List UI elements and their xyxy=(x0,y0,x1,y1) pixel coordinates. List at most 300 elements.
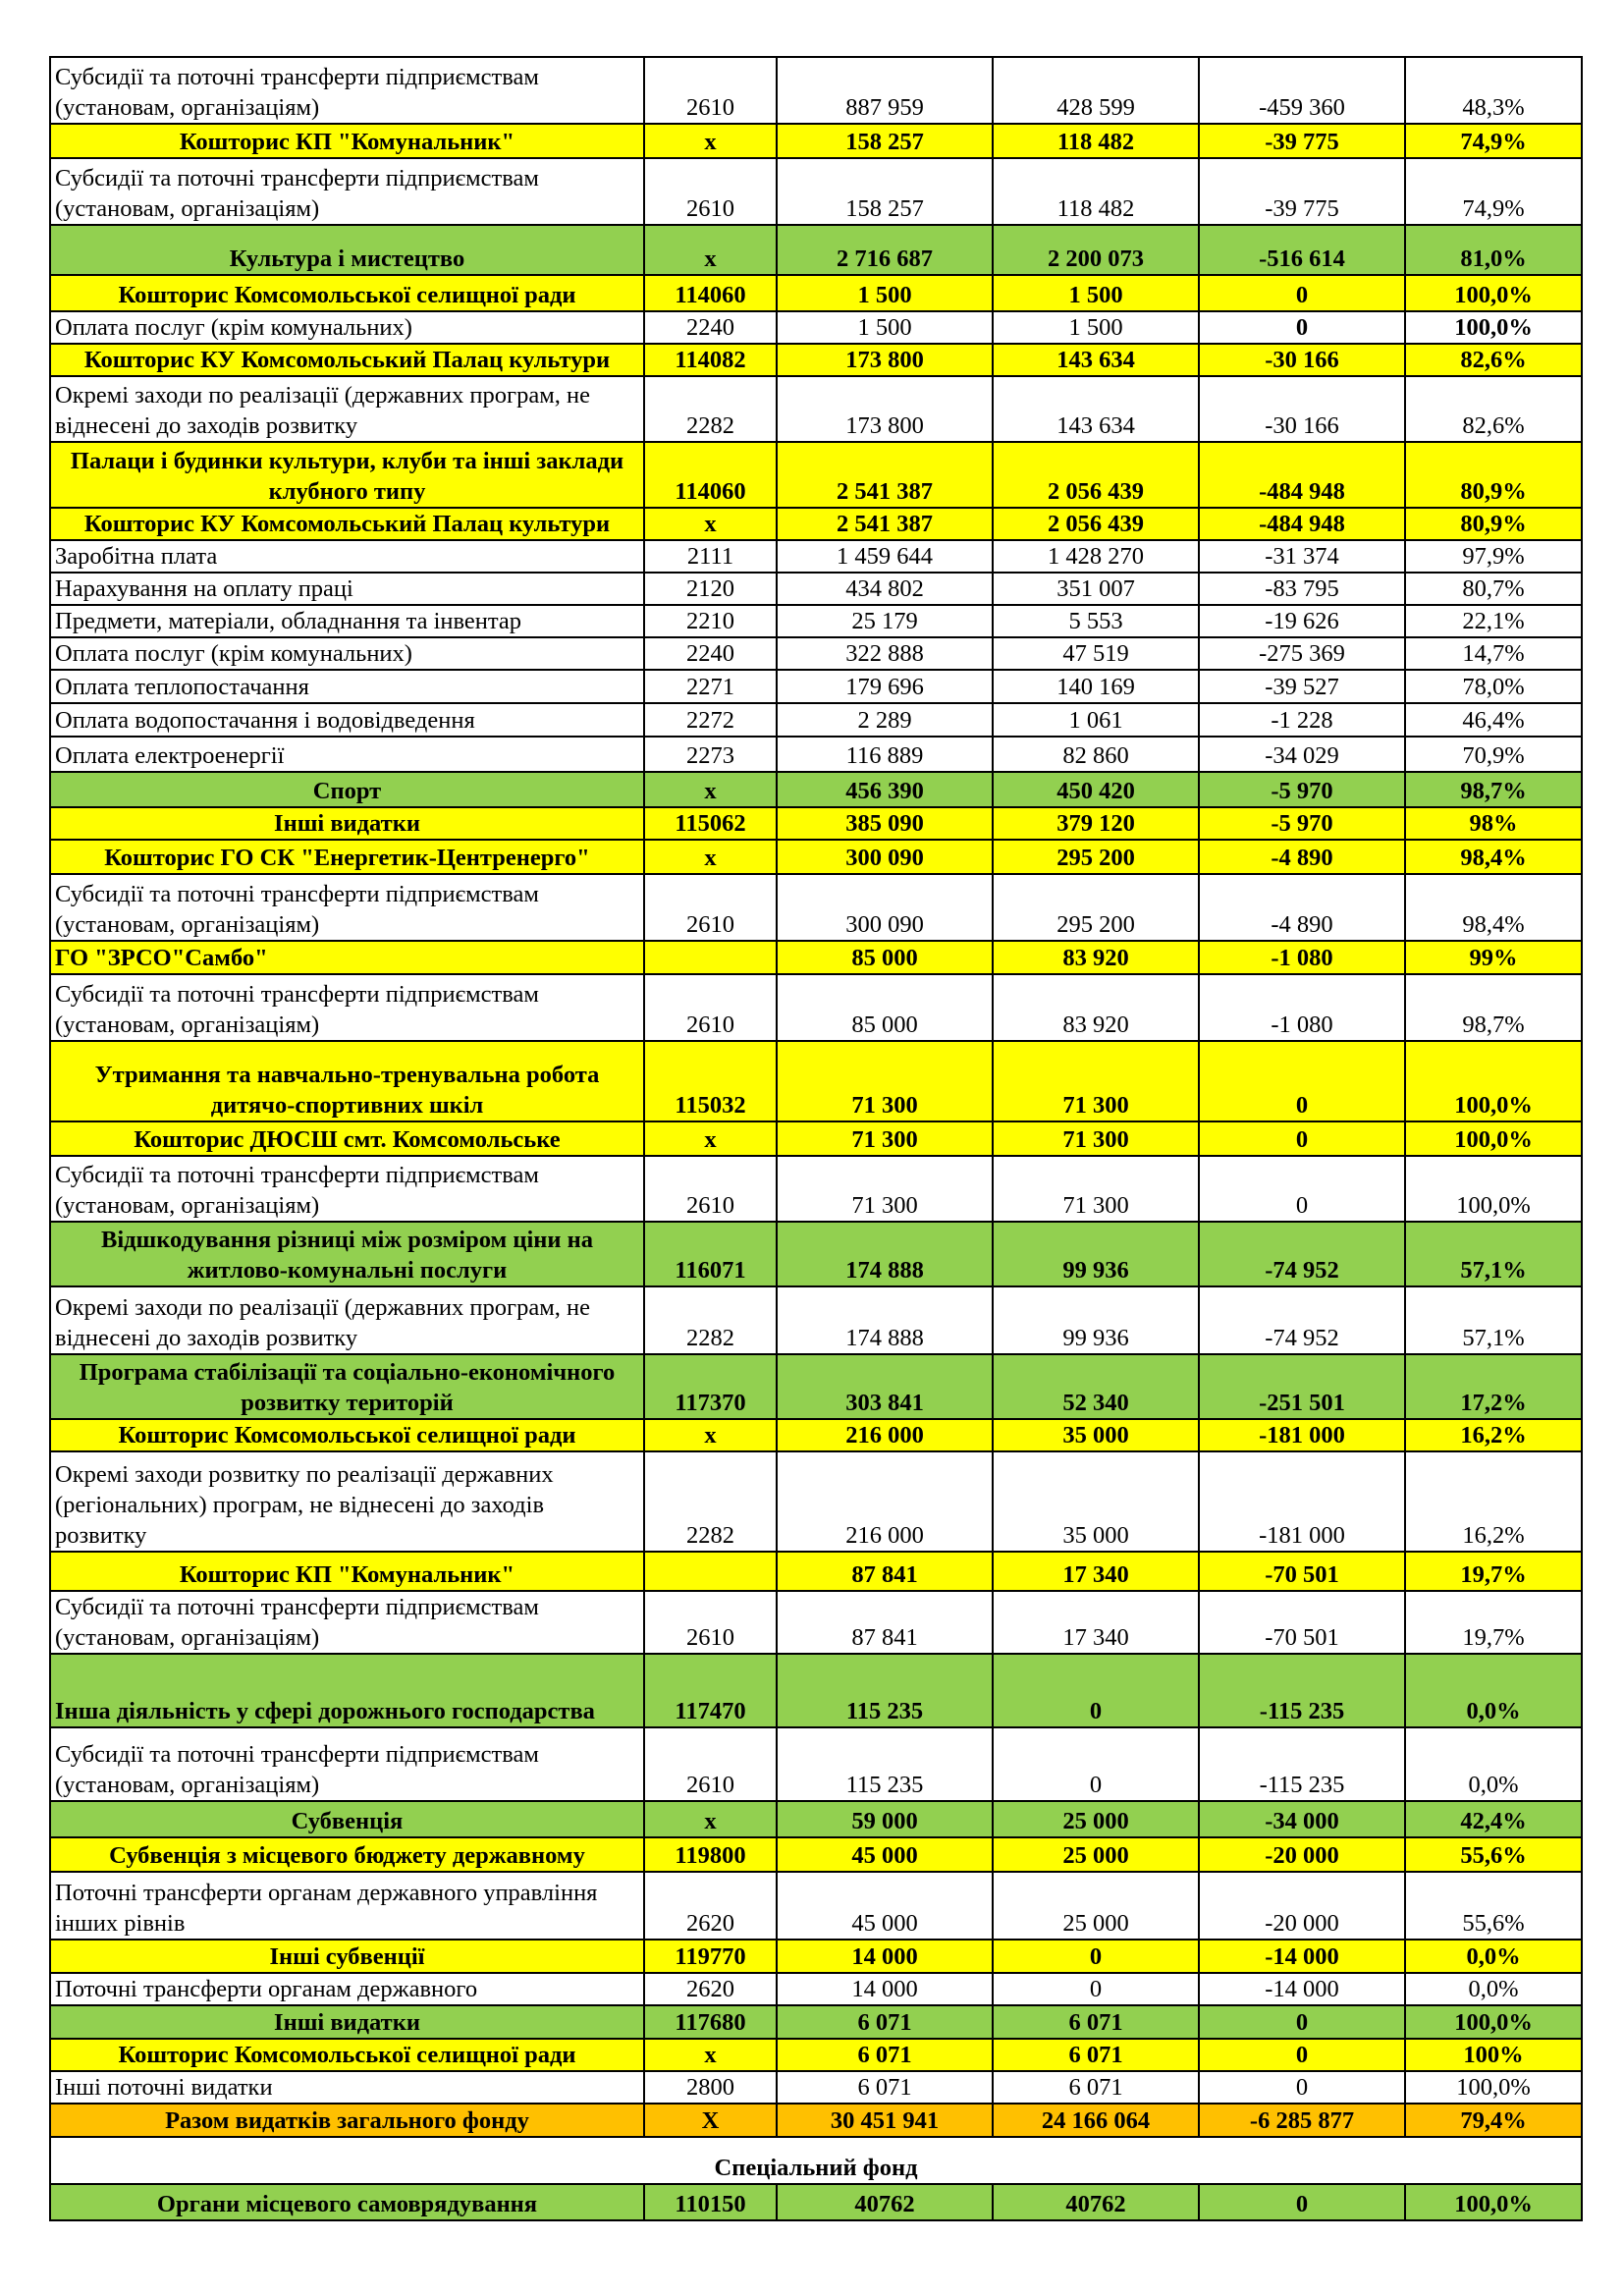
table-row xyxy=(50,670,1582,703)
table-row xyxy=(50,1973,1582,2005)
percent-cell: 70,9% xyxy=(1405,737,1582,772)
plan-cell: 456 390 xyxy=(777,772,993,807)
actual-cell: 143 634 xyxy=(993,376,1199,442)
plan-cell: 25 179 xyxy=(777,605,993,637)
item-name-cell: Субсидії та поточні трансферти підприємствам (установам, організаціям) xyxy=(50,57,644,124)
plan-cell: 2 541 387 xyxy=(777,508,993,540)
item-name-cell: Кошторис КП "Комунальник" xyxy=(50,1552,644,1591)
actual-cell: 24 166 064 xyxy=(993,2104,1199,2137)
plan-cell: 40762 xyxy=(777,2184,993,2220)
kekv-code-cell: 2273 xyxy=(644,737,777,772)
table-row xyxy=(50,1451,1582,1552)
kekv-code-cell: 110150 xyxy=(644,2184,777,2220)
special-fund-row xyxy=(50,2184,1582,2220)
kekv-code-cell: 119800 xyxy=(644,1837,777,1872)
plan-cell: 6 071 xyxy=(777,2039,993,2071)
deviation-cell: -20 000 xyxy=(1199,1837,1405,1872)
percent-cell: 98,7% xyxy=(1405,974,1582,1041)
actual-cell: 82 860 xyxy=(993,737,1199,772)
actual-cell: 2 056 439 xyxy=(993,442,1199,508)
plan-cell: 887 959 xyxy=(777,57,993,124)
actual-cell: 40762 xyxy=(993,2184,1199,2220)
percent-cell: 98% xyxy=(1405,807,1582,840)
kekv-code-cell: 2271 xyxy=(644,670,777,703)
actual-cell: 99 936 xyxy=(993,1222,1199,1286)
kekv-code-cell xyxy=(644,1552,777,1591)
percent-cell: 78,0% xyxy=(1405,670,1582,703)
actual-cell: 6 071 xyxy=(993,2039,1199,2071)
plan-cell: 2 541 387 xyxy=(777,442,993,508)
table-row xyxy=(50,2071,1582,2104)
plan-cell: 216 000 xyxy=(777,1451,993,1552)
percent-cell: 22,1% xyxy=(1405,605,1582,637)
item-name-cell: Поточні трансферти органам державного управління інших рівнів xyxy=(50,1872,644,1940)
actual-cell: 118 482 xyxy=(993,124,1199,158)
percent-cell: 80,9% xyxy=(1405,508,1582,540)
actual-cell: 6 071 xyxy=(993,2071,1199,2104)
percent-cell: 97,9% xyxy=(1405,540,1582,573)
actual-cell: 71 300 xyxy=(993,1121,1199,1156)
kekv-code-cell: 115062 xyxy=(644,807,777,840)
table-row xyxy=(50,637,1582,670)
deviation-cell: -1 080 xyxy=(1199,941,1405,974)
plan-cell: 322 888 xyxy=(777,637,993,670)
item-name-cell: Предмети, матеріали, обладнання та інвентар xyxy=(50,605,644,637)
deviation-cell: -459 360 xyxy=(1199,57,1405,124)
table-row xyxy=(50,442,1582,508)
percent-cell: 55,6% xyxy=(1405,1872,1582,1940)
item-name-cell: Субсидії та поточні трансферти підприємствам (установам, організаціям) xyxy=(50,1591,644,1654)
percent-cell: 79,4% xyxy=(1405,2104,1582,2137)
actual-cell: 71 300 xyxy=(993,1156,1199,1222)
actual-cell: 17 340 xyxy=(993,1591,1199,1654)
item-name-cell: Окремі заходи по реалізації (державних програм, не віднесені до заходів розвитку xyxy=(50,1286,644,1354)
kekv-code-cell: 2240 xyxy=(644,311,777,344)
table-row xyxy=(50,275,1582,311)
item-name-cell: Поточні трансферти органам державного xyxy=(50,1973,644,2005)
deviation-cell: -39 775 xyxy=(1199,158,1405,225)
table-row xyxy=(50,737,1582,772)
actual-cell: 295 200 xyxy=(993,840,1199,874)
table-row xyxy=(50,941,1582,974)
deviation-cell: -14 000 xyxy=(1199,1940,1405,1973)
kekv-code-cell: х xyxy=(644,124,777,158)
kekv-code-cell: х xyxy=(644,2039,777,2071)
item-name-cell: Субсидії та поточні трансферти підприємствам (установам, організаціям) xyxy=(50,1727,644,1801)
table-row xyxy=(50,573,1582,605)
percent-cell: 74,9% xyxy=(1405,124,1582,158)
deviation-cell: -251 501 xyxy=(1199,1354,1405,1419)
actual-cell: 17 340 xyxy=(993,1552,1199,1591)
item-name-cell: Субсидії та поточні трансферти підприємствам (установам, організаціям) xyxy=(50,158,644,225)
percent-cell: 100,0% xyxy=(1405,275,1582,311)
deviation-cell: -74 952 xyxy=(1199,1286,1405,1354)
percent-cell: 19,7% xyxy=(1405,1552,1582,1591)
plan-cell: 85 000 xyxy=(777,941,993,974)
kekv-code-cell: х xyxy=(644,840,777,874)
kekv-code-cell: 114082 xyxy=(644,344,777,376)
plan-cell: 173 800 xyxy=(777,376,993,442)
kekv-code-cell: 2610 xyxy=(644,974,777,1041)
percent-cell: 82,6% xyxy=(1405,376,1582,442)
item-name-cell: Субсидії та поточні трансферти підприємствам (установам, організаціям) xyxy=(50,1156,644,1222)
item-name-cell: Субвенція з місцевого бюджету державному xyxy=(50,1837,644,1872)
actual-cell: 1 500 xyxy=(993,311,1199,344)
deviation-cell: -181 000 xyxy=(1199,1419,1405,1451)
actual-cell: 143 634 xyxy=(993,344,1199,376)
table-row xyxy=(50,772,1582,807)
plan-cell: 300 090 xyxy=(777,840,993,874)
actual-cell: 428 599 xyxy=(993,57,1199,124)
deviation-cell: -39 527 xyxy=(1199,670,1405,703)
percent-cell: 98,4% xyxy=(1405,840,1582,874)
kekv-code-cell: 2610 xyxy=(644,57,777,124)
actual-cell: 52 340 xyxy=(993,1354,1199,1419)
plan-cell: 71 300 xyxy=(777,1156,993,1222)
deviation-cell: -74 952 xyxy=(1199,1222,1405,1286)
kekv-code-cell: Х xyxy=(644,2104,777,2137)
table-row xyxy=(50,1654,1582,1727)
deviation-cell: 0 xyxy=(1199,2184,1405,2220)
budget-table xyxy=(49,56,1583,2221)
item-name-cell: Спорт xyxy=(50,772,644,807)
kekv-code-cell xyxy=(644,941,777,974)
deviation-cell: 0 xyxy=(1199,311,1405,344)
item-name-cell: Інші субвенції xyxy=(50,1940,644,1973)
deviation-cell: -115 235 xyxy=(1199,1727,1405,1801)
percent-cell: 0,0% xyxy=(1405,1727,1582,1801)
item-name-cell: Кошторис ДЮСШ смт. Комсомольське xyxy=(50,1121,644,1156)
percent-cell: 100,0% xyxy=(1405,1156,1582,1222)
plan-cell: 116 889 xyxy=(777,737,993,772)
plan-cell: 385 090 xyxy=(777,807,993,840)
percent-cell: 16,2% xyxy=(1405,1451,1582,1552)
item-name-cell: Разом видатків загального фонду xyxy=(50,2104,644,2137)
percent-cell: 0,0% xyxy=(1405,1973,1582,2005)
actual-cell: 2 200 073 xyxy=(993,225,1199,275)
table-row xyxy=(50,840,1582,874)
percent-cell: 57,1% xyxy=(1405,1222,1582,1286)
plan-cell: 173 800 xyxy=(777,344,993,376)
actual-cell: 5 553 xyxy=(993,605,1199,637)
actual-cell: 83 920 xyxy=(993,941,1199,974)
plan-cell: 158 257 xyxy=(777,124,993,158)
deviation-cell: -4 890 xyxy=(1199,840,1405,874)
percent-cell: 17,2% xyxy=(1405,1354,1582,1419)
plan-cell: 59 000 xyxy=(777,1801,993,1837)
kekv-code-cell: 2620 xyxy=(644,1973,777,2005)
deviation-cell: 0 xyxy=(1199,275,1405,311)
deviation-cell: -181 000 xyxy=(1199,1451,1405,1552)
plan-cell: 87 841 xyxy=(777,1552,993,1591)
deviation-cell: -1 080 xyxy=(1199,974,1405,1041)
plan-cell: 14 000 xyxy=(777,1940,993,1973)
table-row xyxy=(50,344,1582,376)
percent-cell: 100,0% xyxy=(1405,2071,1582,2104)
actual-cell: 25 000 xyxy=(993,1872,1199,1940)
kekv-code-cell: 2210 xyxy=(644,605,777,637)
table-row xyxy=(50,1354,1582,1419)
plan-cell: 71 300 xyxy=(777,1041,993,1121)
item-name-cell: Оплата електроенергії xyxy=(50,737,644,772)
percent-cell: 100,0% xyxy=(1405,1121,1582,1156)
kekv-code-cell: 2282 xyxy=(644,376,777,442)
kekv-code-cell: 2620 xyxy=(644,1872,777,1940)
table-row xyxy=(50,807,1582,840)
deviation-cell: 0 xyxy=(1199,2071,1405,2104)
deviation-cell: 0 xyxy=(1199,1121,1405,1156)
plan-cell: 300 090 xyxy=(777,874,993,941)
item-name-cell: Кошторис Комсомольської селищної ради xyxy=(50,1419,644,1451)
percent-cell: 57,1% xyxy=(1405,1286,1582,1354)
deviation-cell: -70 501 xyxy=(1199,1552,1405,1591)
actual-cell: 25 000 xyxy=(993,1837,1199,1872)
percent-cell: 19,7% xyxy=(1405,1591,1582,1654)
actual-cell: 295 200 xyxy=(993,874,1199,941)
percent-cell: 14,7% xyxy=(1405,637,1582,670)
actual-cell: 1 500 xyxy=(993,275,1199,311)
item-name-cell: Утримання та навчально-тренувальна робота дитячо-спортивних шкіл xyxy=(50,1041,644,1121)
actual-cell: 351 007 xyxy=(993,573,1199,605)
deviation-cell: -31 374 xyxy=(1199,540,1405,573)
plan-cell: 30 451 941 xyxy=(777,2104,993,2137)
kekv-code-cell: х xyxy=(644,1419,777,1451)
actual-cell: 379 120 xyxy=(993,807,1199,840)
actual-cell: 1 061 xyxy=(993,703,1199,737)
deviation-cell: -30 166 xyxy=(1199,376,1405,442)
table-row xyxy=(50,1591,1582,1654)
kekv-code-cell: 2610 xyxy=(644,874,777,941)
table-row xyxy=(50,124,1582,158)
plan-cell: 179 696 xyxy=(777,670,993,703)
item-name-cell: Органи місцевого самоврядування xyxy=(50,2184,644,2220)
item-name-cell: Оплата послуг (крім комунальних) xyxy=(50,311,644,344)
actual-cell: 450 420 xyxy=(993,772,1199,807)
table-row xyxy=(50,225,1582,275)
kekv-code-cell: х xyxy=(644,1121,777,1156)
table-row xyxy=(50,1041,1582,1121)
actual-cell: 0 xyxy=(993,1973,1199,2005)
kekv-code-cell: 115032 xyxy=(644,1041,777,1121)
table-row xyxy=(50,703,1582,737)
table-row xyxy=(50,1837,1582,1872)
item-name-cell: Кошторис Комсомольської селищної ради xyxy=(50,275,644,311)
percent-cell: 48,3% xyxy=(1405,57,1582,124)
kekv-code-cell: 119770 xyxy=(644,1940,777,1973)
kekv-code-cell: х xyxy=(644,508,777,540)
percent-cell: 42,4% xyxy=(1405,1801,1582,1837)
percent-cell: 55,6% xyxy=(1405,1837,1582,1872)
item-name-cell: Заробітна плата xyxy=(50,540,644,573)
item-name-cell: Субсидії та поточні трансферти підприємствам (установам, організаціям) xyxy=(50,874,644,941)
plan-cell: 6 071 xyxy=(777,2071,993,2104)
plan-cell: 6 071 xyxy=(777,2005,993,2039)
item-name-cell: Оплата теплопостачання xyxy=(50,670,644,703)
plan-cell: 2 289 xyxy=(777,703,993,737)
plan-cell: 45 000 xyxy=(777,1837,993,1872)
deviation-cell: -70 501 xyxy=(1199,1591,1405,1654)
item-name-cell: Інші видатки xyxy=(50,807,644,840)
actual-cell: 2 056 439 xyxy=(993,508,1199,540)
deviation-cell: -39 775 xyxy=(1199,124,1405,158)
item-name-cell: Субвенція xyxy=(50,1801,644,1837)
plan-cell: 71 300 xyxy=(777,1121,993,1156)
actual-cell: 6 071 xyxy=(993,2005,1199,2039)
percent-cell: 100% xyxy=(1405,2039,1582,2071)
plan-cell: 303 841 xyxy=(777,1354,993,1419)
plan-cell: 115 235 xyxy=(777,1654,993,1727)
plan-cell: 115 235 xyxy=(777,1727,993,1801)
deviation-cell: -115 235 xyxy=(1199,1654,1405,1727)
table-row xyxy=(50,1801,1582,1837)
kekv-code-cell: 2610 xyxy=(644,1591,777,1654)
percent-cell: 100,0% xyxy=(1405,1041,1582,1121)
item-name-cell: Інші видатки xyxy=(50,2005,644,2039)
item-name-cell: Кошторис КП "Комунальник" xyxy=(50,124,644,158)
table-row xyxy=(50,1286,1582,1354)
deviation-cell: -34 029 xyxy=(1199,737,1405,772)
percent-cell: 99% xyxy=(1405,941,1582,974)
percent-cell: 0,0% xyxy=(1405,1940,1582,1973)
item-name-cell: Оплата послуг (крім комунальних) xyxy=(50,637,644,670)
item-name-cell: Окремі заходи по реалізації (державних програм, не віднесені до заходів розвитку xyxy=(50,376,644,442)
item-name-cell: Кошторис КУ Комсомольський Палац культури xyxy=(50,344,644,376)
actual-cell: 0 xyxy=(993,1654,1199,1727)
table-row xyxy=(50,2039,1582,2071)
kekv-code-cell: 2282 xyxy=(644,1451,777,1552)
table-row xyxy=(50,311,1582,344)
actual-cell: 71 300 xyxy=(993,1041,1199,1121)
table-row xyxy=(50,1222,1582,1286)
kekv-code-cell: х xyxy=(644,1801,777,1837)
deviation-cell: 0 xyxy=(1199,1041,1405,1121)
table-row xyxy=(50,1872,1582,1940)
kekv-code-cell: 117370 xyxy=(644,1354,777,1419)
item-name-cell: Культура і мистецтво xyxy=(50,225,644,275)
deviation-cell: -4 890 xyxy=(1199,874,1405,941)
table-row xyxy=(50,1419,1582,1451)
table-row xyxy=(50,2005,1582,2039)
percent-cell: 80,7% xyxy=(1405,573,1582,605)
actual-cell: 99 936 xyxy=(993,1286,1199,1354)
kekv-code-cell: 2610 xyxy=(644,1727,777,1801)
plan-cell: 434 802 xyxy=(777,573,993,605)
actual-cell: 47 519 xyxy=(993,637,1199,670)
percent-cell: 16,2% xyxy=(1405,1419,1582,1451)
item-name-cell: Кошторис ГО СК "Енергетик-Центренерго" xyxy=(50,840,644,874)
item-name-cell: Програма стабілізації та соціально-економічного розвитку територій xyxy=(50,1354,644,1419)
deviation-cell: -275 369 xyxy=(1199,637,1405,670)
budget-table-body xyxy=(50,57,1582,2220)
deviation-cell: -19 626 xyxy=(1199,605,1405,637)
deviation-cell: -1 228 xyxy=(1199,703,1405,737)
deviation-cell: -83 795 xyxy=(1199,573,1405,605)
deviation-cell: -30 166 xyxy=(1199,344,1405,376)
plan-cell: 85 000 xyxy=(777,974,993,1041)
kekv-code-cell: 2120 xyxy=(644,573,777,605)
kekv-code-cell: х xyxy=(644,225,777,275)
item-name-cell: Відшкодування різниці між розміром ціни на житлово-комунальні послуги xyxy=(50,1222,644,1286)
item-name-cell: Інші поточні видатки xyxy=(50,2071,644,2104)
plan-cell: 158 257 xyxy=(777,158,993,225)
actual-cell: 118 482 xyxy=(993,158,1199,225)
percent-cell: 46,4% xyxy=(1405,703,1582,737)
table-row xyxy=(50,57,1582,124)
item-name-cell: ГО "ЗРСО"Самбо" xyxy=(50,941,644,974)
deviation-cell: -20 000 xyxy=(1199,1872,1405,1940)
table-row xyxy=(50,508,1582,540)
plan-cell: 1 500 xyxy=(777,275,993,311)
table-row xyxy=(50,1727,1582,1801)
item-name-cell: Окремі заходи розвитку по реалізації державних (регіональних) програм, не віднесені до заходів розвитку xyxy=(50,1451,644,1552)
table-row xyxy=(50,2104,1582,2137)
deviation-cell: -34 000 xyxy=(1199,1801,1405,1837)
kekv-code-cell: 2610 xyxy=(644,158,777,225)
kekv-code-cell: 2111 xyxy=(644,540,777,573)
table-row xyxy=(50,540,1582,573)
table-row xyxy=(50,1940,1582,1973)
kekv-code-cell: 2240 xyxy=(644,637,777,670)
actual-cell: 140 169 xyxy=(993,670,1199,703)
kekv-code-cell: 2282 xyxy=(644,1286,777,1354)
actual-cell: 0 xyxy=(993,1727,1199,1801)
percent-cell: 98,4% xyxy=(1405,874,1582,941)
actual-cell: 83 920 xyxy=(993,974,1199,1041)
item-name-cell: Палаци і будинки культури, клуби та інші заклади клубного типу xyxy=(50,442,644,508)
kekv-code-cell: 117680 xyxy=(644,2005,777,2039)
table-row xyxy=(50,1552,1582,1591)
item-name-cell: Кошторис КУ Комсомольський Палац культури xyxy=(50,508,644,540)
table-row xyxy=(50,974,1582,1041)
deviation-cell: -5 970 xyxy=(1199,807,1405,840)
plan-cell: 45 000 xyxy=(777,1872,993,1940)
actual-cell: 35 000 xyxy=(993,1451,1199,1552)
kekv-code-cell: 116071 xyxy=(644,1222,777,1286)
percent-cell: 100,0% xyxy=(1405,2005,1582,2039)
special-fund-title: Спеціальний фонд xyxy=(50,2137,1582,2184)
plan-cell: 2 716 687 xyxy=(777,225,993,275)
actual-cell: 25 000 xyxy=(993,1801,1199,1837)
table-row xyxy=(50,605,1582,637)
plan-cell: 87 841 xyxy=(777,1591,993,1654)
percent-cell: 0,0% xyxy=(1405,1654,1582,1727)
plan-cell: 1 459 644 xyxy=(777,540,993,573)
percent-cell: 100,0% xyxy=(1405,311,1582,344)
item-name-cell: Нарахування на оплату праці xyxy=(50,573,644,605)
deviation-cell: -14 000 xyxy=(1199,1973,1405,2005)
deviation-cell: 0 xyxy=(1199,2039,1405,2071)
item-name-cell: Інша діяльність у сфері дорожнього господарства xyxy=(50,1654,644,1727)
percent-cell: 81,0% xyxy=(1405,225,1582,275)
table-row xyxy=(50,1121,1582,1156)
deviation-cell: -516 614 xyxy=(1199,225,1405,275)
table-row xyxy=(50,158,1582,225)
kekv-code-cell: 2610 xyxy=(644,1156,777,1222)
plan-cell: 174 888 xyxy=(777,1222,993,1286)
plan-cell: 14 000 xyxy=(777,1973,993,2005)
plan-cell: 1 500 xyxy=(777,311,993,344)
deviation-cell: -484 948 xyxy=(1199,442,1405,508)
item-name-cell: Кошторис Комсомольської селищної ради xyxy=(50,2039,644,2071)
deviation-cell: 0 xyxy=(1199,2005,1405,2039)
actual-cell: 35 000 xyxy=(993,1419,1199,1451)
percent-cell: 98,7% xyxy=(1405,772,1582,807)
kekv-code-cell: 2800 xyxy=(644,2071,777,2104)
plan-cell: 174 888 xyxy=(777,1286,993,1354)
kekv-code-cell: 2272 xyxy=(644,703,777,737)
kekv-code-cell: 114060 xyxy=(644,275,777,311)
table-row xyxy=(50,376,1582,442)
